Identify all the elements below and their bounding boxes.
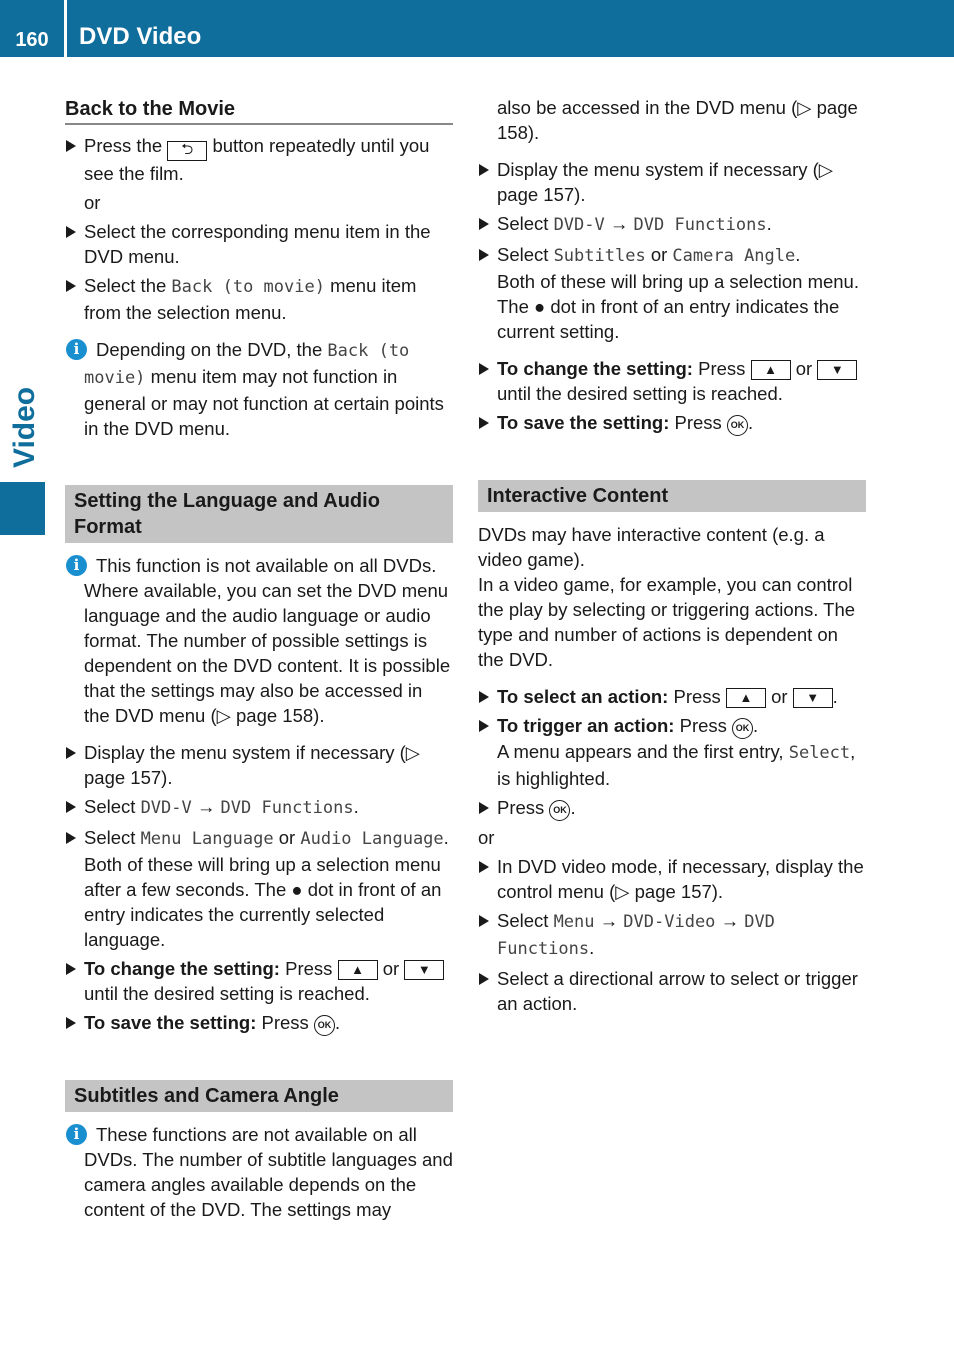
step-select-back-to-movie: Select the Back (to movie) menu item from the selection menu.	[65, 273, 453, 325]
side-tab-label: Video	[8, 386, 41, 468]
section-title-interactive: Interactive Content	[478, 480, 866, 512]
down-key-icon: ▼	[817, 360, 857, 380]
down-key-icon: ▼	[793, 688, 833, 708]
interactive-para-2: In a video game, for example, you can control the play by selecting or triggering actions. The type and number of actions is dependent on the DVD.	[478, 574, 856, 670]
step-select-dvd-functions: Select DVD-V → DVD Functions.	[478, 211, 866, 238]
chapter-title: DVD Video	[79, 23, 202, 50]
interactive-para-1: DVDs may have interactive content (e.g. a video game).	[478, 524, 825, 570]
section-title-language: Setting the Language and Audio Format	[65, 485, 453, 543]
info-continuation: also be accessed in the DVD menu (▷ page 158).	[497, 97, 858, 143]
page-number: 160	[15, 29, 49, 51]
info-note-language: i This function is not available on all DVDs. Where available, you can set the DVD menu language and the audio language or audio format. The number of possible settings is dependent on the DVD content. It is possible that the settings may also be accessed in the DVD menu (▷ page 158).	[65, 553, 453, 728]
or-text: or	[478, 827, 495, 848]
step-save-setting: To save the setting: Press OK .	[65, 1010, 453, 1036]
step-press-back: Press the ⮌ button repeatedly until you see the film.	[65, 133, 453, 186]
page-header	[0, 0, 954, 57]
step-select-menu-item: Select the corresponding menu item in the DVD menu.	[65, 219, 453, 269]
step-display-menu: Display the menu system if necessary (▷ page 157).	[478, 157, 866, 207]
step-display-control-menu: In DVD video mode, if necessary, display the control menu (▷ page 157).	[478, 854, 866, 904]
section-title-back-to-movie: Back to the Movie	[65, 95, 453, 125]
step-press-ok: Press OK .	[478, 795, 866, 821]
step-change-setting: To change the setting: Press ▲ or ▼ until the desired setting is reached.	[65, 956, 453, 1006]
ok-key-icon: OK	[549, 800, 570, 821]
up-key-icon: ▲	[338, 960, 378, 980]
step-language-desc: Both of these will bring up a selection menu after a few seconds. The ● dot in front of an entry indicates the currently selected language.	[84, 854, 442, 950]
info-icon: i	[66, 1124, 87, 1145]
ok-key-icon: OK	[727, 415, 748, 436]
step-select-dvd-functions: Select DVD-V → DVD Functions.	[65, 794, 453, 821]
step-display-menu: Display the menu system if necessary (▷ page 157).	[65, 740, 453, 790]
step-trigger-action: To trigger an action: Press OK .	[478, 713, 866, 739]
step-select-arrow: Select a directional arrow to select or trigger an action.	[478, 966, 866, 1016]
left-column	[65, 95, 453, 1222]
step-select-subtitles: Select Subtitles or Camera Angle.	[478, 242, 866, 269]
step-subtitles-desc: Both of these will bring up a selection menu. The ● dot in front of an entry indicates the current setting.	[497, 271, 859, 342]
arrow-icon: →	[720, 910, 740, 931]
info-icon: i	[66, 339, 87, 360]
step-select-menu-path: Select Menu → DVD-Video → DVD Functions.	[478, 908, 866, 962]
arrow-icon: →	[609, 213, 629, 234]
step-change-setting: To change the setting: Press ▲ or ▼ until the desired setting is reached.	[478, 356, 866, 406]
info-note-back: i Depending on the DVD, the Back (to movie) menu item may not function in general or may not function at certain points in the DVD menu.	[65, 337, 453, 441]
down-key-icon: ▼	[404, 960, 444, 980]
right-column	[478, 95, 866, 1016]
arrow-icon: →	[599, 910, 619, 931]
info-note-subtitles: i These functions are not available on all DVDs. The number of subtitle languages and camera angles available depends on the content of the DVD. The settings may	[65, 1122, 453, 1222]
section-title-subtitles: Subtitles and Camera Angle	[65, 1080, 453, 1112]
step-select-action: To select an action: Press ▲ or ▼ .	[478, 684, 866, 709]
back-button-icon: ⮌	[167, 141, 207, 161]
up-key-icon: ▲	[751, 360, 791, 380]
arrow-icon: →	[196, 796, 216, 817]
step-trigger-desc: A menu appears and the first entry, Select, is highlighted.	[497, 741, 856, 789]
info-icon: i	[66, 555, 87, 576]
step-select-language: Select Menu Language or Audio Language.	[65, 825, 453, 852]
or-text: or	[84, 192, 101, 213]
ok-key-icon: OK	[732, 718, 753, 739]
step-save-setting: To save the setting: Press OK .	[478, 410, 866, 436]
up-key-icon: ▲	[726, 688, 766, 708]
ok-key-icon: OK	[314, 1015, 335, 1036]
header-divider	[64, 0, 67, 57]
